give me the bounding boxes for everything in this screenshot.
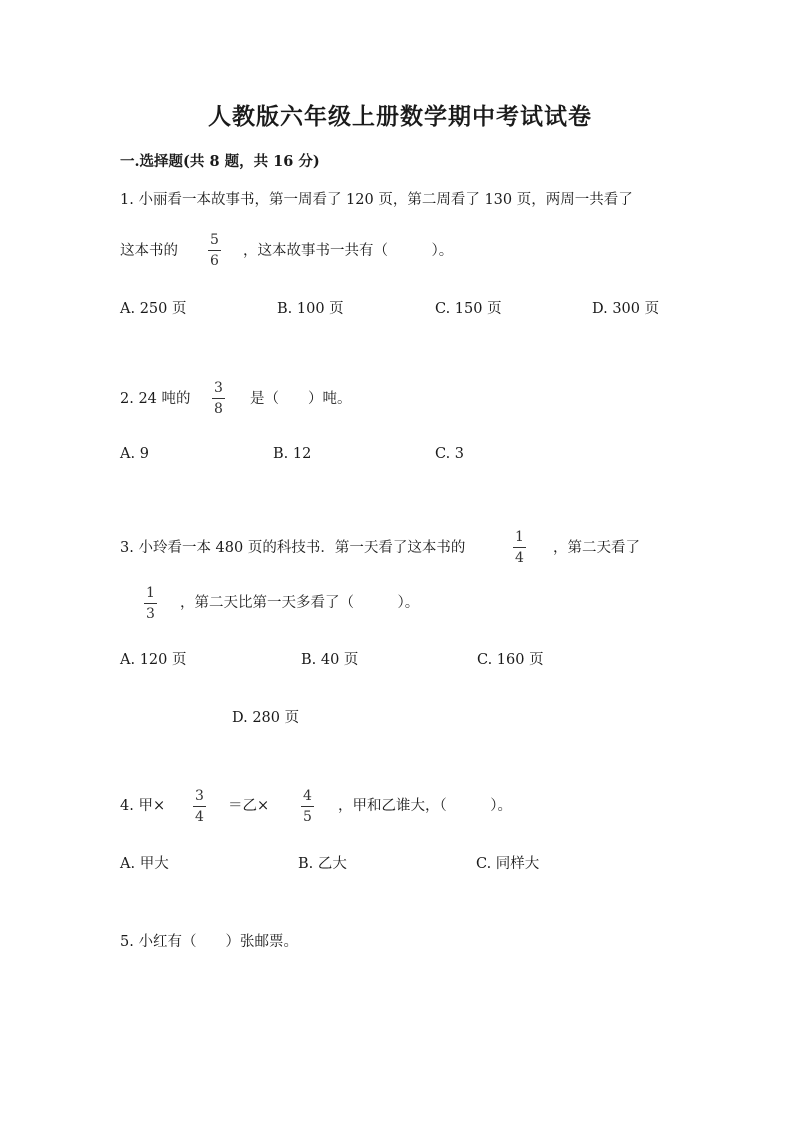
question-4-option-c[interactable]: C. 同样大: [476, 856, 540, 872]
fraction-denominator: 5: [301, 806, 314, 824]
fraction-numerator: 4: [303, 788, 312, 804]
fraction-numerator: 1: [515, 529, 524, 545]
question-4-option-b[interactable]: B. 乙大: [298, 856, 347, 872]
question-3-line-1-prefix: 3. 小玲看一本 480 页的科技书．第一天看了这本书的: [120, 540, 466, 556]
question-3-line-1-suffix: ，第二天看了: [553, 540, 640, 556]
question-1-line-2-prefix: 这本书的: [120, 243, 178, 259]
question-2-fraction: [212, 381, 225, 416]
question-4-suffix: ，甲和乙谁大，（ ）。: [338, 798, 512, 814]
question-2-option-c[interactable]: C. 3: [435, 446, 465, 462]
question-3-option-d[interactable]: D. 280 页: [232, 710, 300, 726]
fraction-denominator: 6: [208, 250, 221, 268]
question-2-option-a[interactable]: A. 9: [120, 446, 149, 462]
question-2-suffix: 是（ ）吨。: [250, 391, 352, 407]
question-1-fraction: [208, 233, 221, 268]
question-5-text: 5. 小红有（ ）张邮票。: [120, 934, 298, 950]
question-3-fraction-1: [513, 530, 526, 565]
question-3-option-b[interactable]: B. 40 页: [301, 652, 359, 668]
question-4-fraction-1: [193, 789, 206, 824]
fraction-denominator: 8: [212, 398, 225, 416]
page-title: 人教版六年级上册数学期中考试试卷: [208, 103, 592, 130]
question-1-option-c[interactable]: C. 150 页: [435, 301, 502, 317]
fraction-denominator: 3: [144, 603, 157, 621]
question-3-option-a[interactable]: A. 120 页: [120, 652, 187, 668]
question-1-line-1: 1. 小丽看一本故事书，第一周看了 120 页，第二周看了 130 页，两周一共看了: [120, 192, 633, 208]
question-4-option-a[interactable]: A. 甲大: [120, 856, 169, 872]
question-1-line-2-suffix: ，这本故事书一共有（ ）。: [243, 243, 454, 259]
question-2-prefix: 2. 24 吨的: [120, 391, 191, 407]
question-4-prefix: 4. 甲×: [120, 798, 166, 814]
question-1-option-b[interactable]: B. 100 页: [277, 301, 344, 317]
fraction-numerator: 5: [210, 232, 219, 248]
fraction-denominator: 4: [513, 547, 526, 565]
question-1-option-d[interactable]: D. 300 页: [592, 301, 660, 317]
question-3-option-c[interactable]: C. 160 页: [477, 652, 544, 668]
fraction-numerator: 3: [214, 380, 223, 396]
section-heading: 一.选择题(共 8 题，共 16 分): [120, 153, 320, 170]
fraction-denominator: 4: [193, 806, 206, 824]
question-2-option-b[interactable]: B. 12: [273, 446, 312, 462]
question-4-middle: ＝乙×: [228, 798, 270, 814]
fraction-numerator: 3: [195, 788, 204, 804]
fraction-numerator: 1: [146, 585, 155, 601]
question-4-fraction-2: [301, 789, 314, 824]
question-3-fraction-2: [144, 586, 157, 621]
question-1-option-a[interactable]: A. 250 页: [120, 301, 187, 317]
question-3-line-2-suffix: ，第二天比第一天多看了（ ）。: [180, 595, 420, 611]
